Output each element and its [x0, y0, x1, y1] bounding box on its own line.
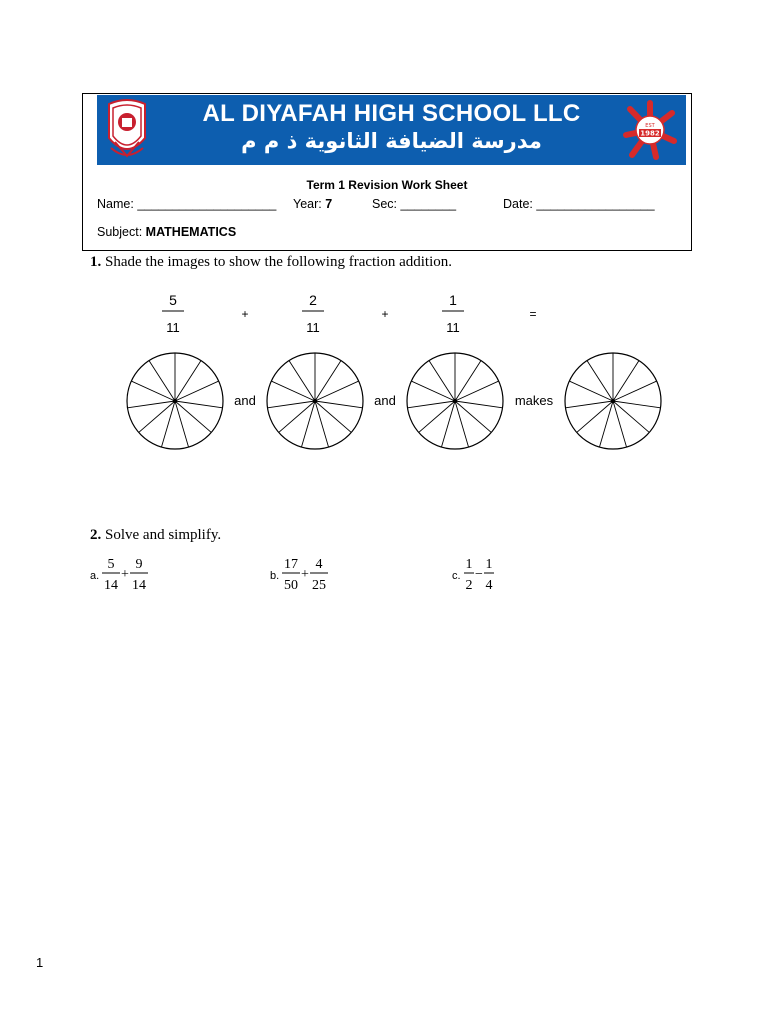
sheet-title: Term 1 Revision Work Sheet	[306, 178, 468, 192]
sec-label: Sec:	[372, 197, 398, 211]
q1-connector-word: and	[374, 393, 396, 408]
worksheet-header	[82, 93, 692, 251]
year-value: 7	[325, 197, 333, 211]
q1-connector-word: makes	[514, 393, 554, 408]
year-field	[293, 197, 332, 211]
fraction-circle	[407, 353, 503, 449]
fraction-circle	[565, 353, 661, 449]
q2-operator: +	[121, 567, 129, 582]
q2-item-label: b.	[270, 570, 280, 582]
subject-field	[97, 225, 236, 239]
q2-item-label: a.	[90, 570, 100, 582]
circle-sector-line	[175, 401, 189, 447]
q2-numerator: 1	[465, 557, 473, 572]
question-1-text: Shade the images to show the following fraction addition.	[105, 254, 453, 270]
sec-blank: ________	[400, 197, 457, 211]
question-1-number: 1.	[90, 254, 102, 270]
q2-denominator: 50	[284, 578, 298, 593]
school-name-arabic: مدرسة الضيافة الثانوية ذ م م	[241, 129, 542, 153]
circle-sector-line	[315, 401, 329, 447]
q2-numerator: 9	[135, 557, 143, 572]
q1-fraction-denominator: 11	[166, 320, 180, 335]
q2-denominator: 14	[104, 578, 118, 593]
fraction-addition-diagram	[0, 280, 768, 465]
school-name-english: AL DIYAFAH HIGH SCHOOL LLC	[202, 100, 581, 127]
circle-sector-line	[441, 401, 455, 447]
subject-value: MATHEMATICS	[145, 225, 237, 239]
subject-label: Subject:	[97, 225, 143, 239]
circle-center	[453, 399, 457, 403]
q1-connector-word: and	[234, 393, 256, 408]
q2-numerator: 5	[107, 557, 115, 572]
q1-operator: +	[381, 307, 389, 321]
question-2-number: 2.	[90, 527, 102, 543]
q2-numerator: 17	[284, 557, 298, 572]
question-2	[90, 527, 221, 544]
school-banner	[97, 95, 686, 165]
q1-fraction-numerator: 5	[169, 292, 177, 308]
name-label: Name:	[97, 197, 134, 211]
q2-numerator: 1	[485, 557, 493, 572]
simplify-exercises	[0, 550, 768, 600]
circle-center	[611, 399, 615, 403]
name-blank: ____________________	[137, 197, 277, 211]
q2-denominator: 14	[132, 578, 146, 593]
est-1982-emblem-icon	[622, 99, 678, 161]
q1-fraction-numerator: 1	[449, 292, 457, 308]
page-number: 1	[36, 955, 44, 970]
q2-item-label: c.	[452, 570, 461, 582]
date-label: Date:	[503, 197, 533, 211]
name-field[interactable]	[97, 197, 276, 211]
circle-center	[173, 399, 177, 403]
q2-operator: +	[301, 567, 309, 582]
date-blank: _________________	[536, 197, 655, 211]
svg-text:1982: 1982	[640, 129, 660, 138]
question-2-text: Solve and simplify.	[105, 527, 222, 543]
fraction-circle	[267, 353, 363, 449]
fraction-circle	[127, 353, 223, 449]
q2-operator: −	[475, 567, 483, 582]
q1-fraction-numerator: 2	[309, 292, 317, 308]
circle-sector-line	[301, 401, 315, 447]
q1-fraction-denominator: 11	[306, 320, 320, 335]
q2-denominator: 4	[485, 578, 493, 593]
date-field[interactable]	[503, 197, 655, 211]
circle-sector-line	[613, 401, 627, 447]
sec-field[interactable]	[372, 197, 456, 211]
svg-text:EST: EST	[645, 123, 655, 129]
q2-denominator: 2	[465, 578, 473, 593]
q1-operator: =	[529, 307, 537, 321]
circle-sector-line	[455, 401, 469, 447]
question-1	[90, 254, 452, 271]
circle-center	[313, 399, 317, 403]
q2-numerator: 4	[315, 557, 323, 572]
year-label: Year:	[293, 197, 322, 211]
circle-sector-line	[161, 401, 175, 447]
q1-operator: +	[241, 307, 249, 321]
q1-fraction-denominator: 11	[446, 320, 460, 335]
circle-sector-line	[599, 401, 613, 447]
q2-denominator: 25	[312, 578, 326, 593]
